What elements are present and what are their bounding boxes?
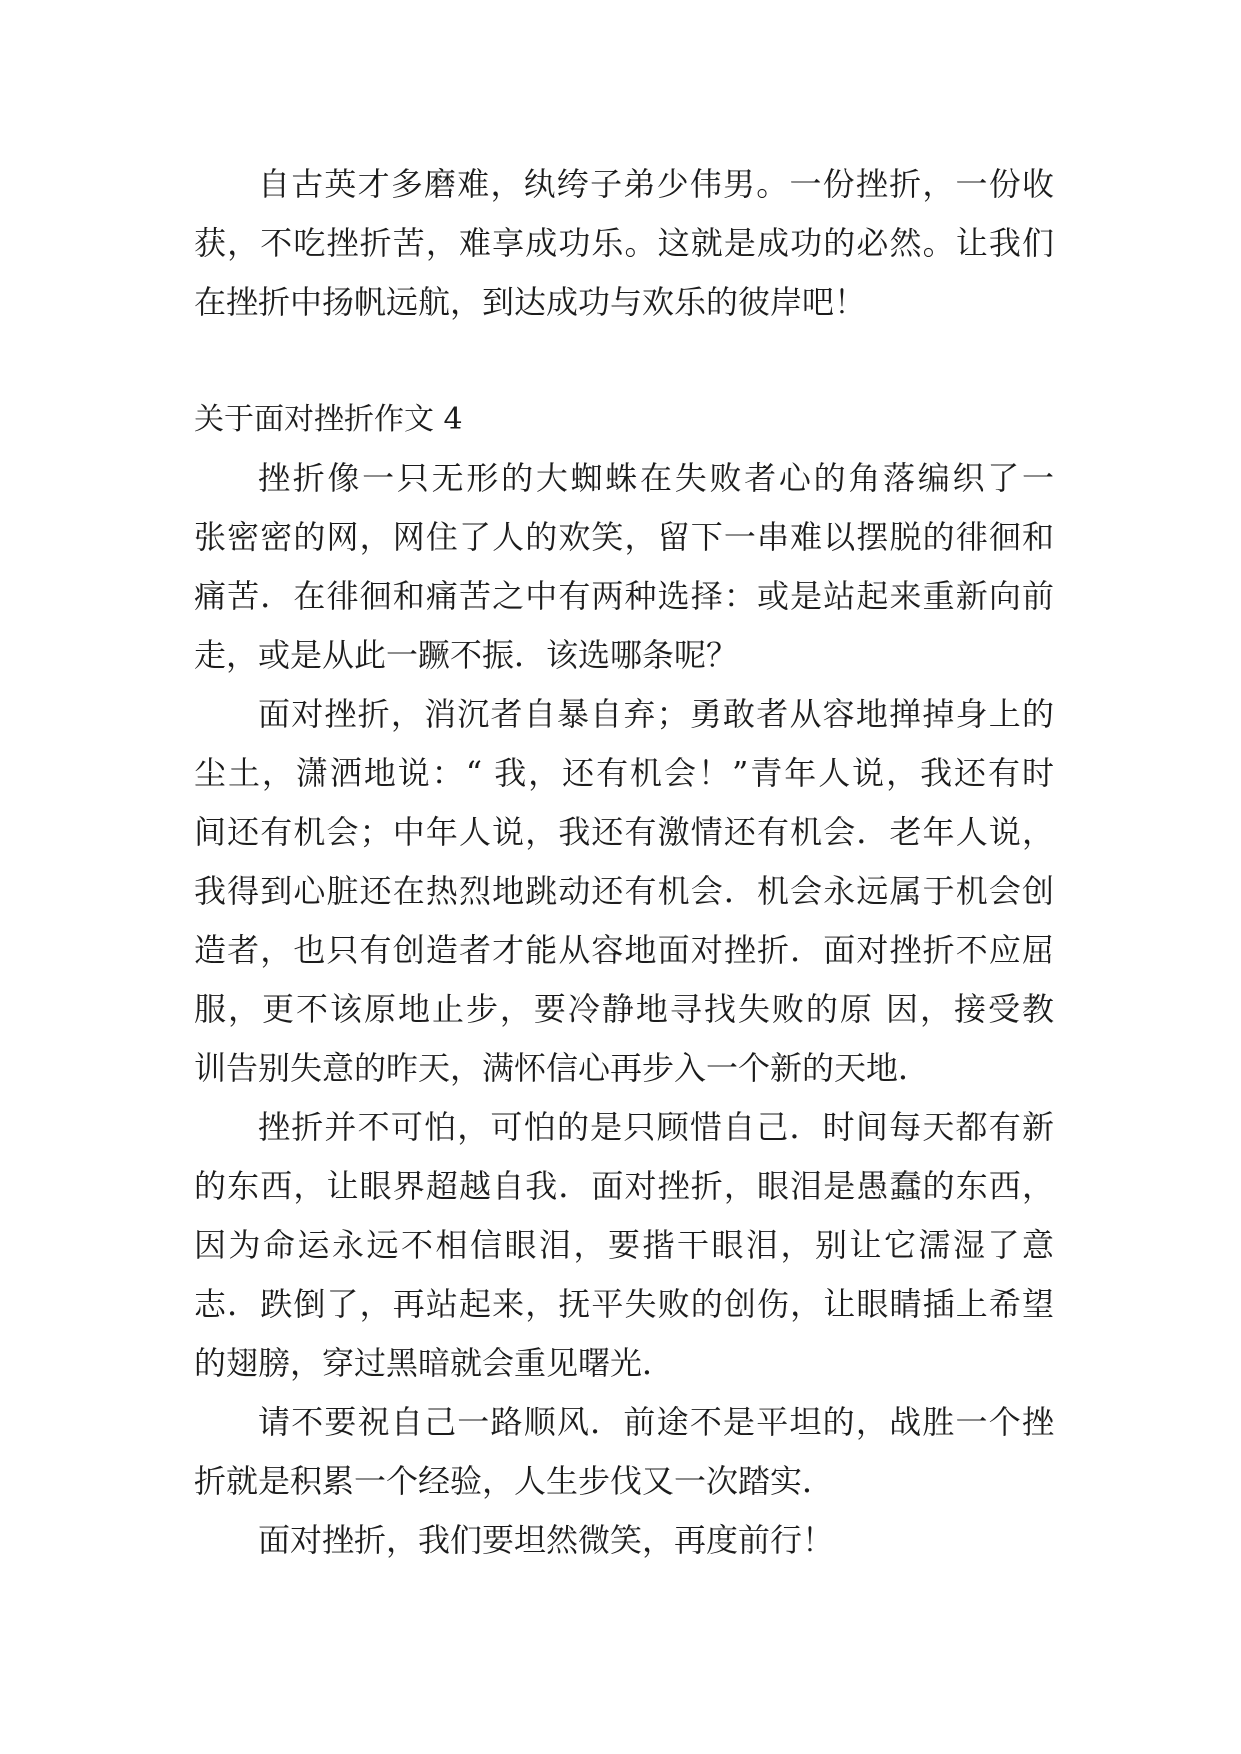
paragraph-2-line: 挫折像一只无形的大蜘蛛在失败者心的角落编织了一 [258, 459, 1054, 497]
paragraph-1-line: 获，不吃挫折苦，难享成功乐。这就是成功的必然。让我们 [194, 224, 1054, 262]
paragraph-2-line: 张密密的网，网住了人的欢笑，留下一串难以摆脱的徘徊和 [194, 518, 1054, 556]
paragraph-3-line: 服，更不该原地止步，要冷静地寻找失败的原 因，接受教 [194, 990, 1054, 1028]
paragraph-5-line: 请不要祝自己一路顺风．前途不是平坦的，战胜一个挫 [258, 1403, 1054, 1441]
paragraph-3-line: 我得到心脏还在热烈地跳动还有机会．机会永远属于机会创 [194, 872, 1054, 910]
paragraph-5-line: 折就是积累一个经验，人生步伐又一次踏实． [194, 1462, 835, 1500]
paragraph-4-line: 的东西，让眼界超越自我．面对挫折，眼泪是愚蠢的东西， [194, 1167, 1054, 1205]
paragraph-4-line: 因为命运永远不相信眼泪，要揩干眼泪，别让它濡湿了意 [194, 1226, 1054, 1264]
paragraph-3-line: 面对挫折，消沉者自暴自弃；勇敢者从容地掸掉身上的 [258, 695, 1054, 733]
section-title: 关于面对挫折作文 4 [194, 402, 463, 437]
paragraph-1-line: 自古英才多磨难，纨绔子弟少伟男。一份挫折，一份收 [258, 165, 1054, 203]
paragraph-2-line: 走，或是从此一蹶不振．该选哪条呢？ [194, 636, 739, 674]
paragraph-3-line: 造者，也只有创造者才能从容地面对挫折．面对挫折不应屈 [194, 931, 1054, 969]
paragraph-3-line: 间还有机会；中年人说，我还有激情还有机会．老年人说， [194, 813, 1054, 851]
paragraph-3-line: 训告别失意的昨天，满怀信心再步入一个新的天地． [194, 1049, 931, 1087]
paragraph-2-line: 痛苦．在徘徊和痛苦之中有两种选择：或是站起来重新向前 [194, 577, 1054, 615]
paragraph-4-line: 志．跌倒了，再站起来，抚平失败的创伤，让眼睛插上希望 [194, 1285, 1054, 1323]
paragraph-3-line: 尘土，潇洒地说：“ 我，还有机会！”青年人说，我还有时 [194, 754, 1054, 792]
paragraph-1-line: 在挫折中扬帆远航，到达成功与欢乐的彼岸吧！ [194, 283, 867, 321]
paragraph-4-line: 的翅膀，穿过黑暗就会重见曙光． [194, 1344, 675, 1382]
paragraph-4-line: 挫折并不可怕，可怕的是只顾惜自己．时间每天都有新 [258, 1108, 1054, 1146]
paragraph-6-line: 面对挫折，我们要坦然微笑，再度前行！ [258, 1521, 835, 1559]
